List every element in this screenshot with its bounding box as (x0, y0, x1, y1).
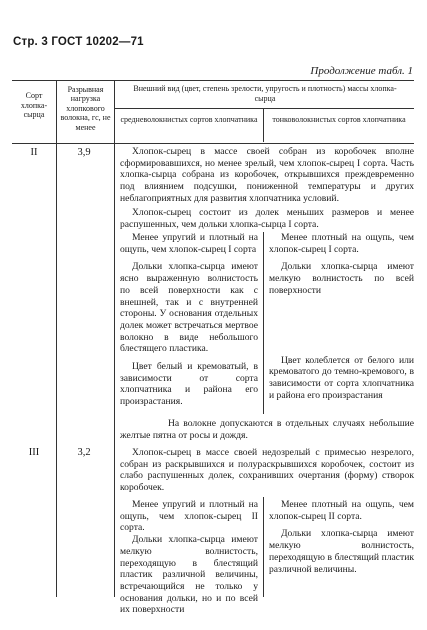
column-divider (114, 142, 115, 597)
fine-staple-header: тонковолокнистых сортов хлопчатника (272, 115, 406, 124)
grade-value: III (28, 447, 40, 458)
load-value: 3,2 (77, 447, 91, 458)
text-paragraph: На волокне допускаются в отдельных случаях небольшие желтые пятна от росы и дождя. (120, 418, 414, 441)
medium-staple-header: средневолокнистых сортов хлопчатника (120, 115, 258, 124)
text-paragraph: Хлопок-сырец состоит из долек меньших размеров и менее распушенных, чем дольки хлопка-сырца I сорта. (120, 207, 414, 230)
text-paragraph: Хлопок-сырец в массе своей недозрелый с примесью незрелого, собран из раскрывшихся и полураскрывшихся коробочек, состоит из слабо распушенных долек, сохранивших очертания (форму) створок коробочек. (120, 447, 414, 494)
column-divider (56, 142, 57, 597)
text-paragraph: Хлопок-сырец в массе своей собран из коробочек вполне сформировавшихся, но менее зрелый, чем хлопок-сырец I сорта. Часть хлопка-сырца собрана из коробочек, открывшихся преждевременно под влиянием подсушки, пониженной температуры и других неблагоприятных для развития хлопчатника условий. (120, 146, 414, 204)
grade-value: II (30, 147, 38, 158)
grade-column-header: Сорт хлопка-сырца (20, 91, 48, 120)
table-continuation-label: Продолжение табл. 1 (310, 65, 413, 77)
load-value: 3,9 (77, 147, 91, 158)
table-header (12, 80, 414, 144)
medium-staple-cell: Менее упругий и плотный на ощупь, чем хлопок-сырец II сорта. Дольки хлопка-сырца имеют мелкую волнистость, переходящую в блестящий пластик различной величины, встречающийся не только у основания дольки, но и по всей их поверхности (120, 499, 258, 616)
appearance-group-header: Внешний вид (цвет, степень зрелости, упругость и плотность) массы хлопка-сырца (133, 84, 397, 103)
fine-staple-cell: Менее плотный на ощупь, чем хлопок-сырец I сорта. Дольки хлопка-сырца имеют мелкую волнистость по всей поверхности Цвет колеблется от белого или кремоватого до темно-кремового, в зависимости от сорта хлопчатника и района его произрастания (269, 232, 414, 401)
medium-staple-cell: Менее упругий и плотный на ощупь, чем хлопок-сырец I сорта Дольки хлопка-сырца имеют ясно выраженную волнистость по всей поверхности как с внешней, так и с внутренней стороны. У основания отдельных долек может встречаться мертвое волокно в виде небольшого блестящего пластика. Цвет белый и кремоватый, в зависимости от сорта хлопчатника и района его произрастания. (120, 232, 258, 408)
column-divider (263, 497, 264, 597)
column-divider (263, 232, 264, 414)
fine-staple-cell: Менее плотный на ощупь, чем хлопок-сырец II сорта. Дольки хлопка-сырца имеют мелкую волнистость, переходящую в блестящий пластик различной величины. (269, 499, 414, 575)
page-header: Стр. 3 ГОСТ 10202—71 (13, 36, 144, 48)
load-column-header: Разрывная нагрузка хлопкового волокна, гс, не менее (60, 85, 111, 132)
